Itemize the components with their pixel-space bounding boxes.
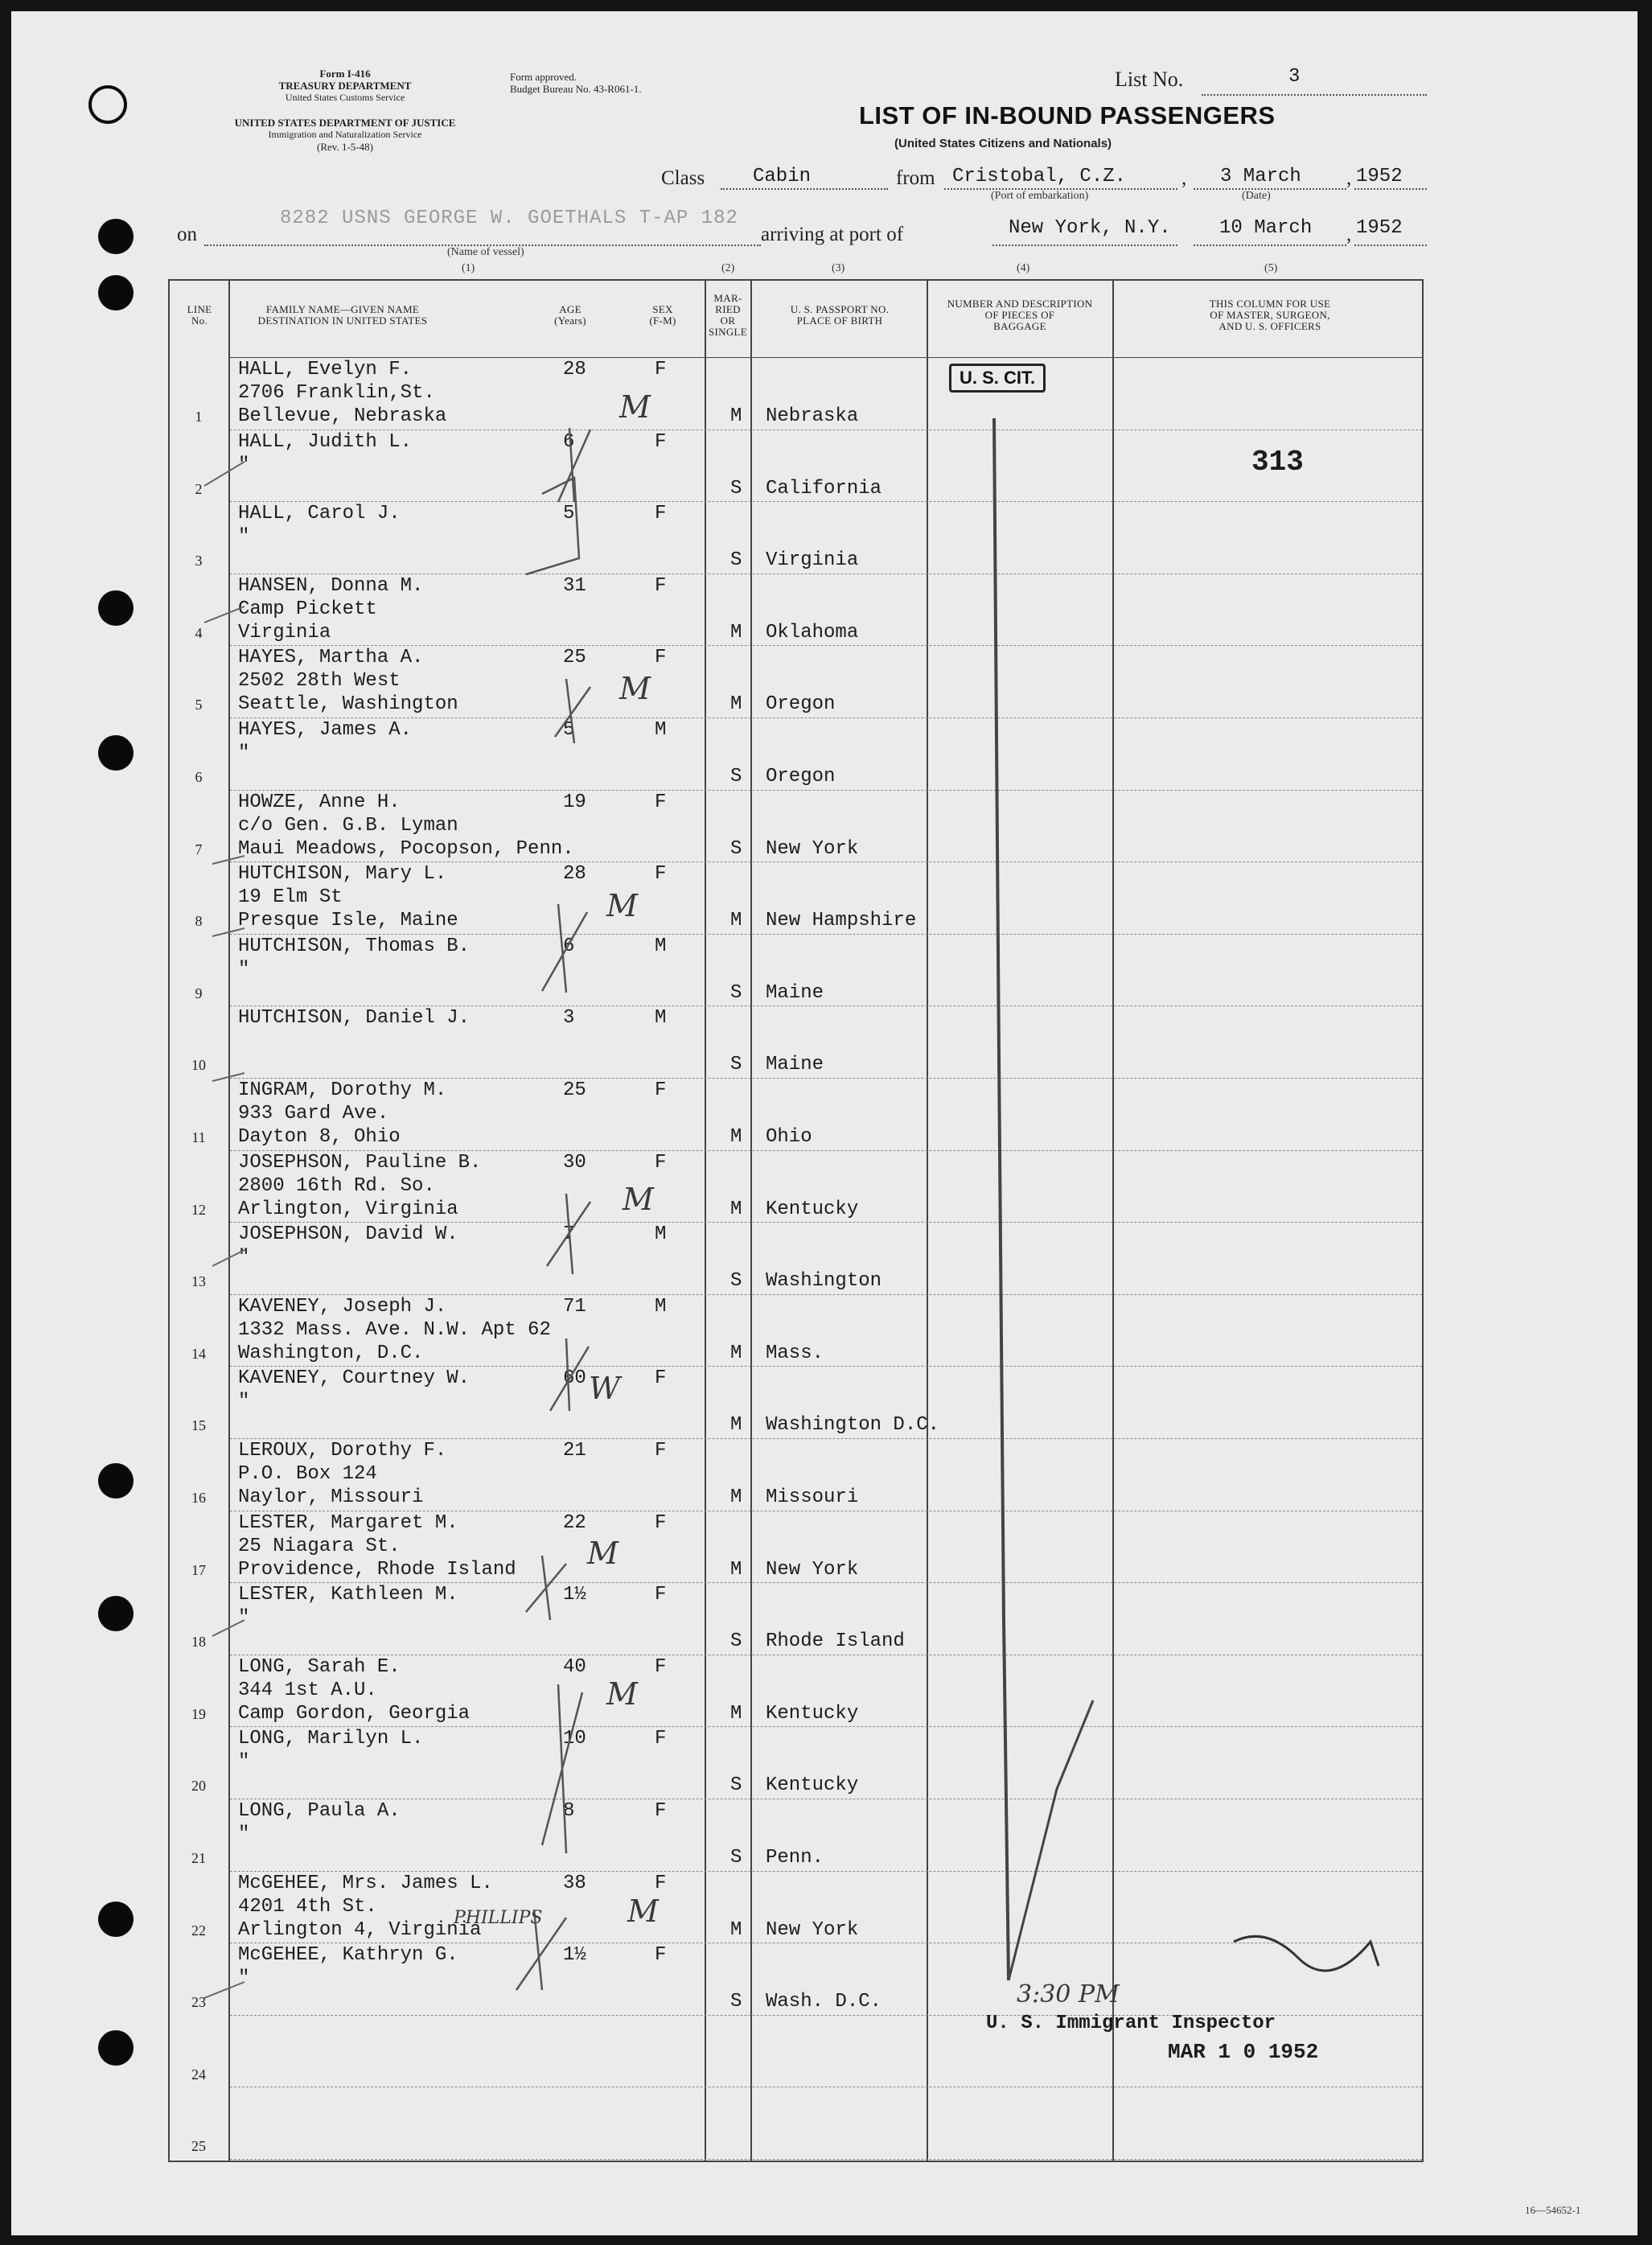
destination-line-1: "	[238, 742, 250, 764]
passenger-name: HALL, Evelyn F.	[238, 359, 413, 380]
passenger-age: 30	[563, 1151, 586, 1174]
form-approved: Form approved.	[510, 71, 577, 83]
destination-line-1: 25 Niagara St.	[238, 1535, 401, 1557]
destination-line-2: Dayton 8, Ohio	[238, 1126, 401, 1148]
passenger-name: JOSEPHSON, David W.	[238, 1223, 458, 1246]
initials-mark: M	[623, 1182, 654, 1217]
line-number: 20	[191, 1778, 206, 1795]
passenger-sex: M	[655, 935, 667, 957]
col-num-3: (3)	[832, 262, 845, 274]
passenger-age: 25	[563, 1079, 586, 1101]
marital-status: M	[730, 1414, 742, 1437]
list-number-label: List No.	[1115, 68, 1184, 91]
passenger-sex: F	[655, 1584, 667, 1606]
col-header-name-2: DESTINATION IN UNITED STATES	[257, 315, 428, 327]
passenger-age: 60	[563, 1367, 586, 1390]
passenger-sex: F	[655, 647, 667, 669]
col-header-officers-3: AND U. S. OFFICERS	[1218, 320, 1321, 332]
passenger-age: 6	[563, 430, 575, 453]
passenger-name: McGEHEE, Kathryn G.	[238, 1944, 458, 1967]
passenger-sex: F	[655, 1800, 667, 1822]
passenger-age: 38	[563, 1872, 586, 1894]
arrival-year: 1952	[1356, 217, 1403, 239]
page-title: LIST OF IN-BOUND PASSENGERS	[859, 101, 1276, 130]
passenger-name: LESTER, Kathleen M.	[238, 1584, 458, 1606]
destination-line-1: c/o Gen. G.B. Lyman	[238, 814, 458, 837]
destination-line-2: Naylor, Missouri	[238, 1486, 424, 1508]
pencil-marks	[11, 11, 1638, 2235]
passenger-age: 31	[563, 574, 586, 597]
passenger-age: 7	[563, 1223, 575, 1246]
marital-status: S	[730, 1774, 742, 1797]
col-header-baggage-2: OF PIECES OF	[984, 309, 1055, 321]
arriving-label: arriving at port of	[761, 224, 904, 245]
place-of-birth: Maine	[766, 981, 824, 1004]
place-of-birth: Kentucky	[766, 1774, 859, 1797]
form-number: Form I-416	[319, 68, 371, 80]
initials-mark: M	[606, 1676, 638, 1712]
passenger-sex: M	[655, 1007, 667, 1030]
comma: ,	[1346, 167, 1352, 189]
col-num-4: (4)	[1017, 262, 1030, 274]
marital-status: M	[730, 621, 742, 643]
initials-mark: M	[619, 671, 651, 706]
vessel-column-number: (1)	[462, 262, 475, 274]
destination-line-1: Camp Pickett	[238, 598, 377, 620]
passenger-age: 71	[563, 1295, 586, 1318]
col-header-baggage-1: NUMBER AND DESCRIPTION	[947, 298, 1093, 310]
col-header-line-2: No.	[191, 315, 208, 327]
destination-line-1: "	[238, 526, 250, 549]
passenger-sex: M	[655, 1295, 667, 1318]
col-header-married-4: SINGLE	[708, 326, 748, 338]
passenger-sex: F	[655, 791, 667, 813]
initials-mark: M	[606, 888, 638, 923]
destination-line-1: 344 1st A.U.	[238, 1679, 377, 1701]
customs-service: United States Customs Service	[285, 92, 405, 103]
arrival-port: New York, N.Y.	[1009, 217, 1171, 239]
destination-line-1: 1332 Mass. Ave. N.W. Apt 62	[238, 1318, 551, 1341]
passenger-sex: F	[655, 1655, 667, 1678]
initials-mark: M	[587, 1536, 618, 1571]
marital-status: M	[730, 405, 742, 427]
passenger-sex: M	[655, 719, 667, 741]
line-number: 8	[195, 913, 203, 930]
passenger-age: 28	[563, 359, 586, 380]
destination-line-1: "	[238, 1607, 250, 1630]
line-number: 12	[191, 1201, 206, 1218]
vessel-name: 8282 USNS GEORGE W. GOETHALS T-AP 182	[280, 208, 738, 229]
destination-line-2: Providence, Rhode Island	[238, 1558, 516, 1581]
col-header-sex-1: SEX	[652, 303, 673, 315]
line-number: 2	[195, 480, 203, 497]
passenger-sex: F	[655, 430, 667, 453]
marital-status: S	[730, 837, 742, 860]
passenger-name: LONG, Paula A.	[238, 1800, 401, 1822]
passenger-sex: F	[655, 1728, 667, 1750]
line-number: 21	[191, 1850, 206, 1866]
passenger-name: LESTER, Margaret M.	[238, 1511, 458, 1534]
line-number: 14	[191, 1345, 206, 1362]
place-of-birth: Oregon	[766, 766, 836, 787]
phillips-note: PHILLIPS	[454, 1908, 543, 1928]
passenger-name: McGEHEE, Mrs. James L.	[238, 1872, 493, 1894]
passenger-sex: F	[655, 863, 667, 886]
col-header-baggage-3: BAGGAGE	[993, 320, 1046, 332]
line-number: 10	[191, 1057, 206, 1074]
destination-line-1: 933 Gard Ave.	[238, 1103, 389, 1125]
marital-status: M	[730, 1702, 742, 1725]
port-caption: (Port of embarkation)	[991, 190, 1089, 202]
destination-line-1: "	[238, 454, 250, 476]
passenger-sex: M	[655, 1223, 667, 1246]
marital-status: S	[730, 1847, 742, 1869]
destination-line-2: Arlington, Virginia	[238, 1198, 458, 1220]
passenger-name: HUTCHISON, Thomas B.	[238, 935, 471, 957]
destination-line-1: 2706 Franklin,St.	[238, 382, 435, 404]
line-number: 6	[195, 769, 203, 785]
line-number: 13	[191, 1273, 206, 1290]
destination-line-2: Bellevue, Nebraska	[238, 405, 447, 427]
marital-status: M	[730, 693, 742, 716]
col-num-5: (5)	[1264, 262, 1278, 274]
passenger-name: LEROUX, Dorothy F.	[238, 1440, 447, 1462]
place-of-birth: Missouri	[766, 1486, 859, 1508]
passenger-sex: F	[655, 1079, 667, 1101]
initials-mark: W	[589, 1371, 621, 1406]
line-number: 3	[195, 553, 203, 569]
vessel-caption: (Name of vessel)	[447, 246, 524, 258]
manifest-page	[11, 11, 1638, 2235]
passenger-name: HAYES, James A.	[238, 719, 413, 741]
col-header-officers-2: OF MASTER, SURGEON,	[1210, 309, 1330, 321]
passenger-age: 3	[563, 1007, 575, 1030]
place-of-birth: Kentucky	[766, 1702, 859, 1725]
destination-line-2: Seattle, Washington	[238, 693, 458, 716]
footer-code: 16—54652-1	[1525, 2204, 1581, 2216]
place-of-birth: California	[766, 477, 882, 500]
destination-line-2: Virginia	[238, 621, 331, 643]
passenger-name: INGRAM, Dorothy M.	[238, 1079, 447, 1101]
marital-status: S	[730, 766, 742, 787]
marital-status: M	[730, 1486, 742, 1508]
line-number: 7	[195, 841, 203, 857]
destination-line-2: Presque Isle, Maine	[238, 910, 458, 932]
list-number: 3	[1288, 66, 1301, 88]
line-number: 5	[195, 697, 203, 713]
passenger-name: HOWZE, Anne H.	[238, 791, 401, 813]
embark-year: 1952	[1356, 166, 1403, 187]
line-number: 18	[191, 1634, 206, 1651]
marital-status: M	[730, 910, 742, 932]
col-header-age-1: AGE	[559, 303, 581, 315]
arrival-date: 10 March	[1219, 217, 1313, 239]
passenger-age: 5	[563, 719, 575, 741]
passenger-name: HUTCHISON, Mary L.	[238, 863, 447, 886]
place-of-birth: Maine	[766, 1054, 824, 1076]
on-label: on	[177, 224, 197, 245]
place-of-birth: Mass.	[766, 1342, 824, 1364]
marital-status: M	[730, 1918, 742, 1941]
line-number: 9	[195, 985, 203, 1001]
passenger-name: HUTCHISON, Daniel J.	[238, 1007, 471, 1030]
treasury-dept: TREASURY DEPARTMENT	[278, 80, 412, 92]
place-of-birth: Wash. D.C.	[766, 1991, 882, 2013]
destination-line-1: P.O. Box 124	[238, 1463, 377, 1485]
passenger-sex: F	[655, 1511, 667, 1534]
passenger-sex: F	[655, 503, 667, 525]
place-of-birth: Nebraska	[766, 405, 859, 427]
passenger-name: HALL, Carol J.	[238, 503, 401, 525]
date-caption: (Date)	[1242, 190, 1271, 202]
line-number: 22	[191, 1922, 206, 1939]
passenger-sex: F	[655, 1151, 667, 1174]
passenger-age: 8	[563, 1800, 575, 1822]
destination-line-2: Arlington 4, Virginia	[238, 1918, 482, 1941]
marital-status: M	[730, 1126, 742, 1148]
from-label: from	[896, 167, 935, 189]
us-citizen-stamp: U. S. CIT.	[949, 364, 1046, 393]
officer-number: 313	[1251, 446, 1304, 479]
destination-line-1: 19 Elm St	[238, 886, 343, 909]
line-number: 25	[191, 2138, 206, 2155]
passenger-name: JOSEPHSON, Pauline B.	[238, 1151, 482, 1174]
passenger-sex: F	[655, 574, 667, 597]
marital-status: S	[730, 1054, 742, 1076]
passenger-name: LONG, Marilyn L.	[238, 1728, 424, 1750]
passenger-age: 22	[563, 1511, 586, 1534]
form-revision: (Rev. 1-5-48)	[317, 141, 373, 153]
marital-status: S	[730, 981, 742, 1004]
marital-status: M	[730, 1342, 742, 1364]
passenger-name: LONG, Sarah E.	[238, 1655, 401, 1678]
port-of-embarkation: Cristobal, C.Z.	[952, 166, 1127, 187]
passenger-age: 25	[563, 647, 586, 669]
place-of-birth: Rhode Island	[766, 1630, 905, 1653]
destination-line-1: "	[238, 1751, 250, 1774]
place-of-birth: Virginia	[766, 549, 859, 572]
passenger-age: 19	[563, 791, 586, 813]
place-of-birth: New York	[766, 1918, 859, 1941]
class-value: Cabin	[753, 166, 812, 187]
line-number: 16	[191, 1490, 206, 1506]
destination-line-1: 4201 4th St.	[238, 1895, 377, 1918]
marital-status: M	[730, 1558, 742, 1581]
passenger-sex: F	[655, 1367, 667, 1390]
initials-mark: M	[619, 389, 651, 425]
col-header-passport-2: PLACE OF BIRTH	[796, 315, 883, 327]
col-header-officers-1: THIS COLUMN FOR USE	[1209, 298, 1331, 310]
destination-line-1: "	[238, 958, 250, 981]
destination-line-1: "	[238, 1824, 250, 1845]
destination-line-1: 2800 16th Rd. So.	[238, 1174, 435, 1197]
initials-mark: M	[627, 1893, 659, 1929]
place-of-birth: New Hampshire	[766, 910, 917, 932]
col-num-2: (2)	[721, 262, 735, 274]
place-of-birth: Penn.	[766, 1847, 824, 1869]
ins-service: Immigration and Naturalization Service	[268, 129, 422, 140]
destination-line-2: Maui Meadows, Pocopson, Penn.	[238, 837, 574, 860]
passenger-sex: F	[655, 1944, 667, 1967]
destination-line-2: Washington, D.C.	[238, 1342, 424, 1364]
passenger-age: 28	[563, 863, 586, 886]
destination-line-1: "	[238, 1967, 250, 1990]
passenger-sex: F	[655, 1872, 667, 1894]
line-number: 24	[191, 2066, 206, 2083]
col-header-married-1: MAR-	[713, 292, 742, 304]
destination-line-2: Camp Gordon, Georgia	[238, 1702, 471, 1725]
passenger-sex: F	[655, 359, 667, 380]
col-header-age-2: (Years)	[554, 315, 586, 327]
destination-line-1: 2502 28th West	[238, 670, 401, 693]
comma: ,	[1181, 167, 1187, 189]
place-of-birth: Washington	[766, 1270, 882, 1293]
line-number: 19	[191, 1705, 206, 1722]
passenger-age: 5	[563, 503, 575, 525]
col-header-name-1: FAMILY NAME—GIVEN NAME	[265, 303, 420, 315]
class-label: Class	[661, 167, 705, 189]
passenger-age: 10	[563, 1728, 586, 1750]
col-header-passport-1: U. S. PASSPORT NO.	[790, 303, 890, 315]
passenger-name: HAYES, Martha A.	[238, 647, 424, 669]
place-of-birth: Oregon	[766, 693, 836, 716]
passenger-age: 6	[563, 935, 575, 957]
destination-line-1: "	[238, 1247, 250, 1269]
marital-status: S	[730, 1630, 742, 1653]
line-number: 1	[195, 409, 203, 425]
place-of-birth: Washington D.C.	[766, 1414, 940, 1437]
place-of-birth: Oklahoma	[766, 621, 859, 643]
budget-bureau: Budget Bureau No. 43-R061-1.	[510, 83, 642, 95]
time-note: 3:30 PM	[1017, 1980, 1120, 2009]
passenger-age: 40	[563, 1655, 586, 1678]
passenger-name: KAVENEY, Joseph J.	[238, 1295, 447, 1318]
passenger-name: KAVENEY, Courtney W.	[238, 1367, 471, 1390]
place-of-birth: Kentucky	[766, 1198, 859, 1220]
marital-status: S	[730, 1270, 742, 1293]
line-number: 4	[195, 624, 203, 641]
embark-date: 3 March	[1220, 166, 1301, 187]
col-header-married-3: OR	[720, 315, 736, 327]
inspection-date-stamp: MAR 1 0 1952	[1168, 2040, 1319, 2064]
place-of-birth: New York	[766, 1558, 859, 1581]
justice-dept: UNITED STATES DEPARTMENT OF JUSTICE	[234, 117, 456, 129]
marital-status: S	[730, 1991, 742, 2013]
passenger-age: 21	[563, 1440, 586, 1462]
page-subtitle: (United States Citizens and Nationals)	[894, 137, 1112, 150]
place-of-birth: Ohio	[766, 1126, 812, 1148]
marital-status: S	[730, 549, 742, 572]
inspector-stamp: U. S. Immigrant Inspector	[986, 2013, 1276, 2034]
passenger-age: 1½	[563, 1584, 586, 1606]
passenger-age: 1½	[563, 1944, 586, 1967]
col-header-married-2: RIED	[715, 303, 741, 315]
line-number: 17	[191, 1561, 206, 1578]
line-number: 15	[191, 1417, 206, 1434]
destination-line-1: "	[238, 1391, 250, 1413]
col-header-sex-2: (F-M)	[649, 315, 676, 327]
passenger-name: HALL, Judith L.	[238, 430, 413, 453]
passenger-sex: F	[655, 1440, 667, 1462]
col-header-line-1: LINE	[187, 303, 212, 315]
line-number: 23	[191, 1994, 206, 2011]
line-number: 11	[191, 1129, 206, 1145]
passenger-name: HANSEN, Donna M.	[238, 574, 424, 597]
marital-status: S	[730, 477, 742, 500]
place-of-birth: New York	[766, 837, 859, 860]
marital-status: M	[730, 1198, 742, 1220]
comma: ,	[1346, 224, 1352, 245]
